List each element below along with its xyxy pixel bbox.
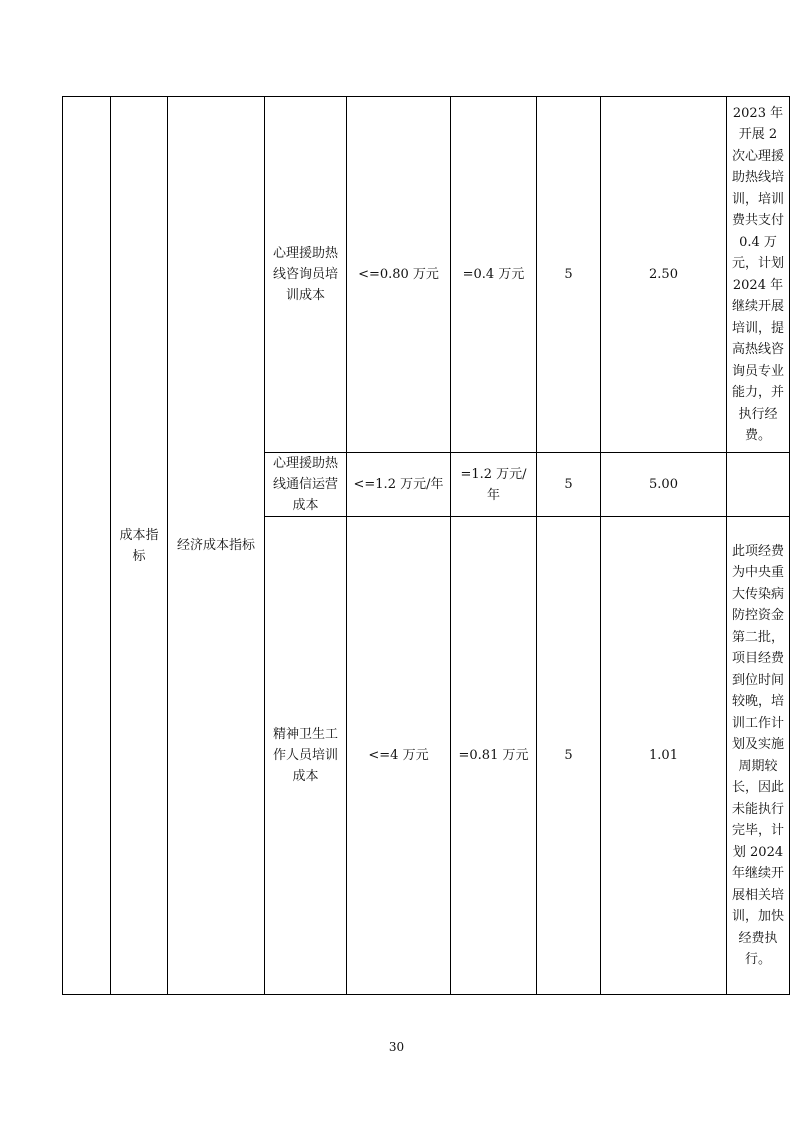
score-value: 2.50 [601, 97, 727, 453]
deviation-note: 此项经费为中央重大传染病防控资金第二批，项目经费到位时间较晚，培训工作计划及实施周期较长，因此未能执行完毕，计划 2024 年继续开展相关培训，加快经费执行。 [727, 517, 790, 995]
table-row [63, 97, 790, 453]
actual-value: =1.2 万元/年 [451, 453, 537, 517]
target-value: <=4 万元 [347, 517, 451, 995]
level1-indicator-cell [63, 97, 111, 995]
level3-indicator-cell: 经济成本指标 [168, 97, 265, 995]
indicator-name: 精神卫生工作人员培训成本 [265, 517, 347, 995]
deviation-note [727, 453, 790, 517]
performance-table [62, 96, 790, 995]
target-value: <=1.2 万元/年 [347, 453, 451, 517]
weight-value: 5 [537, 97, 601, 453]
deviation-note: 2023 年开展 2 次心理援助热线培训，培训费共支付 0.4 万元，计划 2024 年继续开展培训，提高热线咨询员专业能力，并执行经费。 [727, 97, 790, 453]
weight-value: 5 [537, 453, 601, 517]
page-number: 30 [388, 1040, 405, 1054]
actual-value: =0.81 万元 [451, 517, 537, 995]
level2-indicator-cell: 成本指标 [111, 97, 168, 995]
score-value: 1.01 [601, 517, 727, 995]
score-value: 5.00 [601, 453, 727, 517]
indicator-name: 心理援助热线咨询员培训成本 [265, 97, 347, 453]
weight-value: 5 [537, 517, 601, 995]
target-value: <=0.80 万元 [347, 97, 451, 453]
actual-value: =0.4 万元 [451, 97, 537, 453]
indicator-name: 心理援助热线通信运营成本 [265, 453, 347, 517]
